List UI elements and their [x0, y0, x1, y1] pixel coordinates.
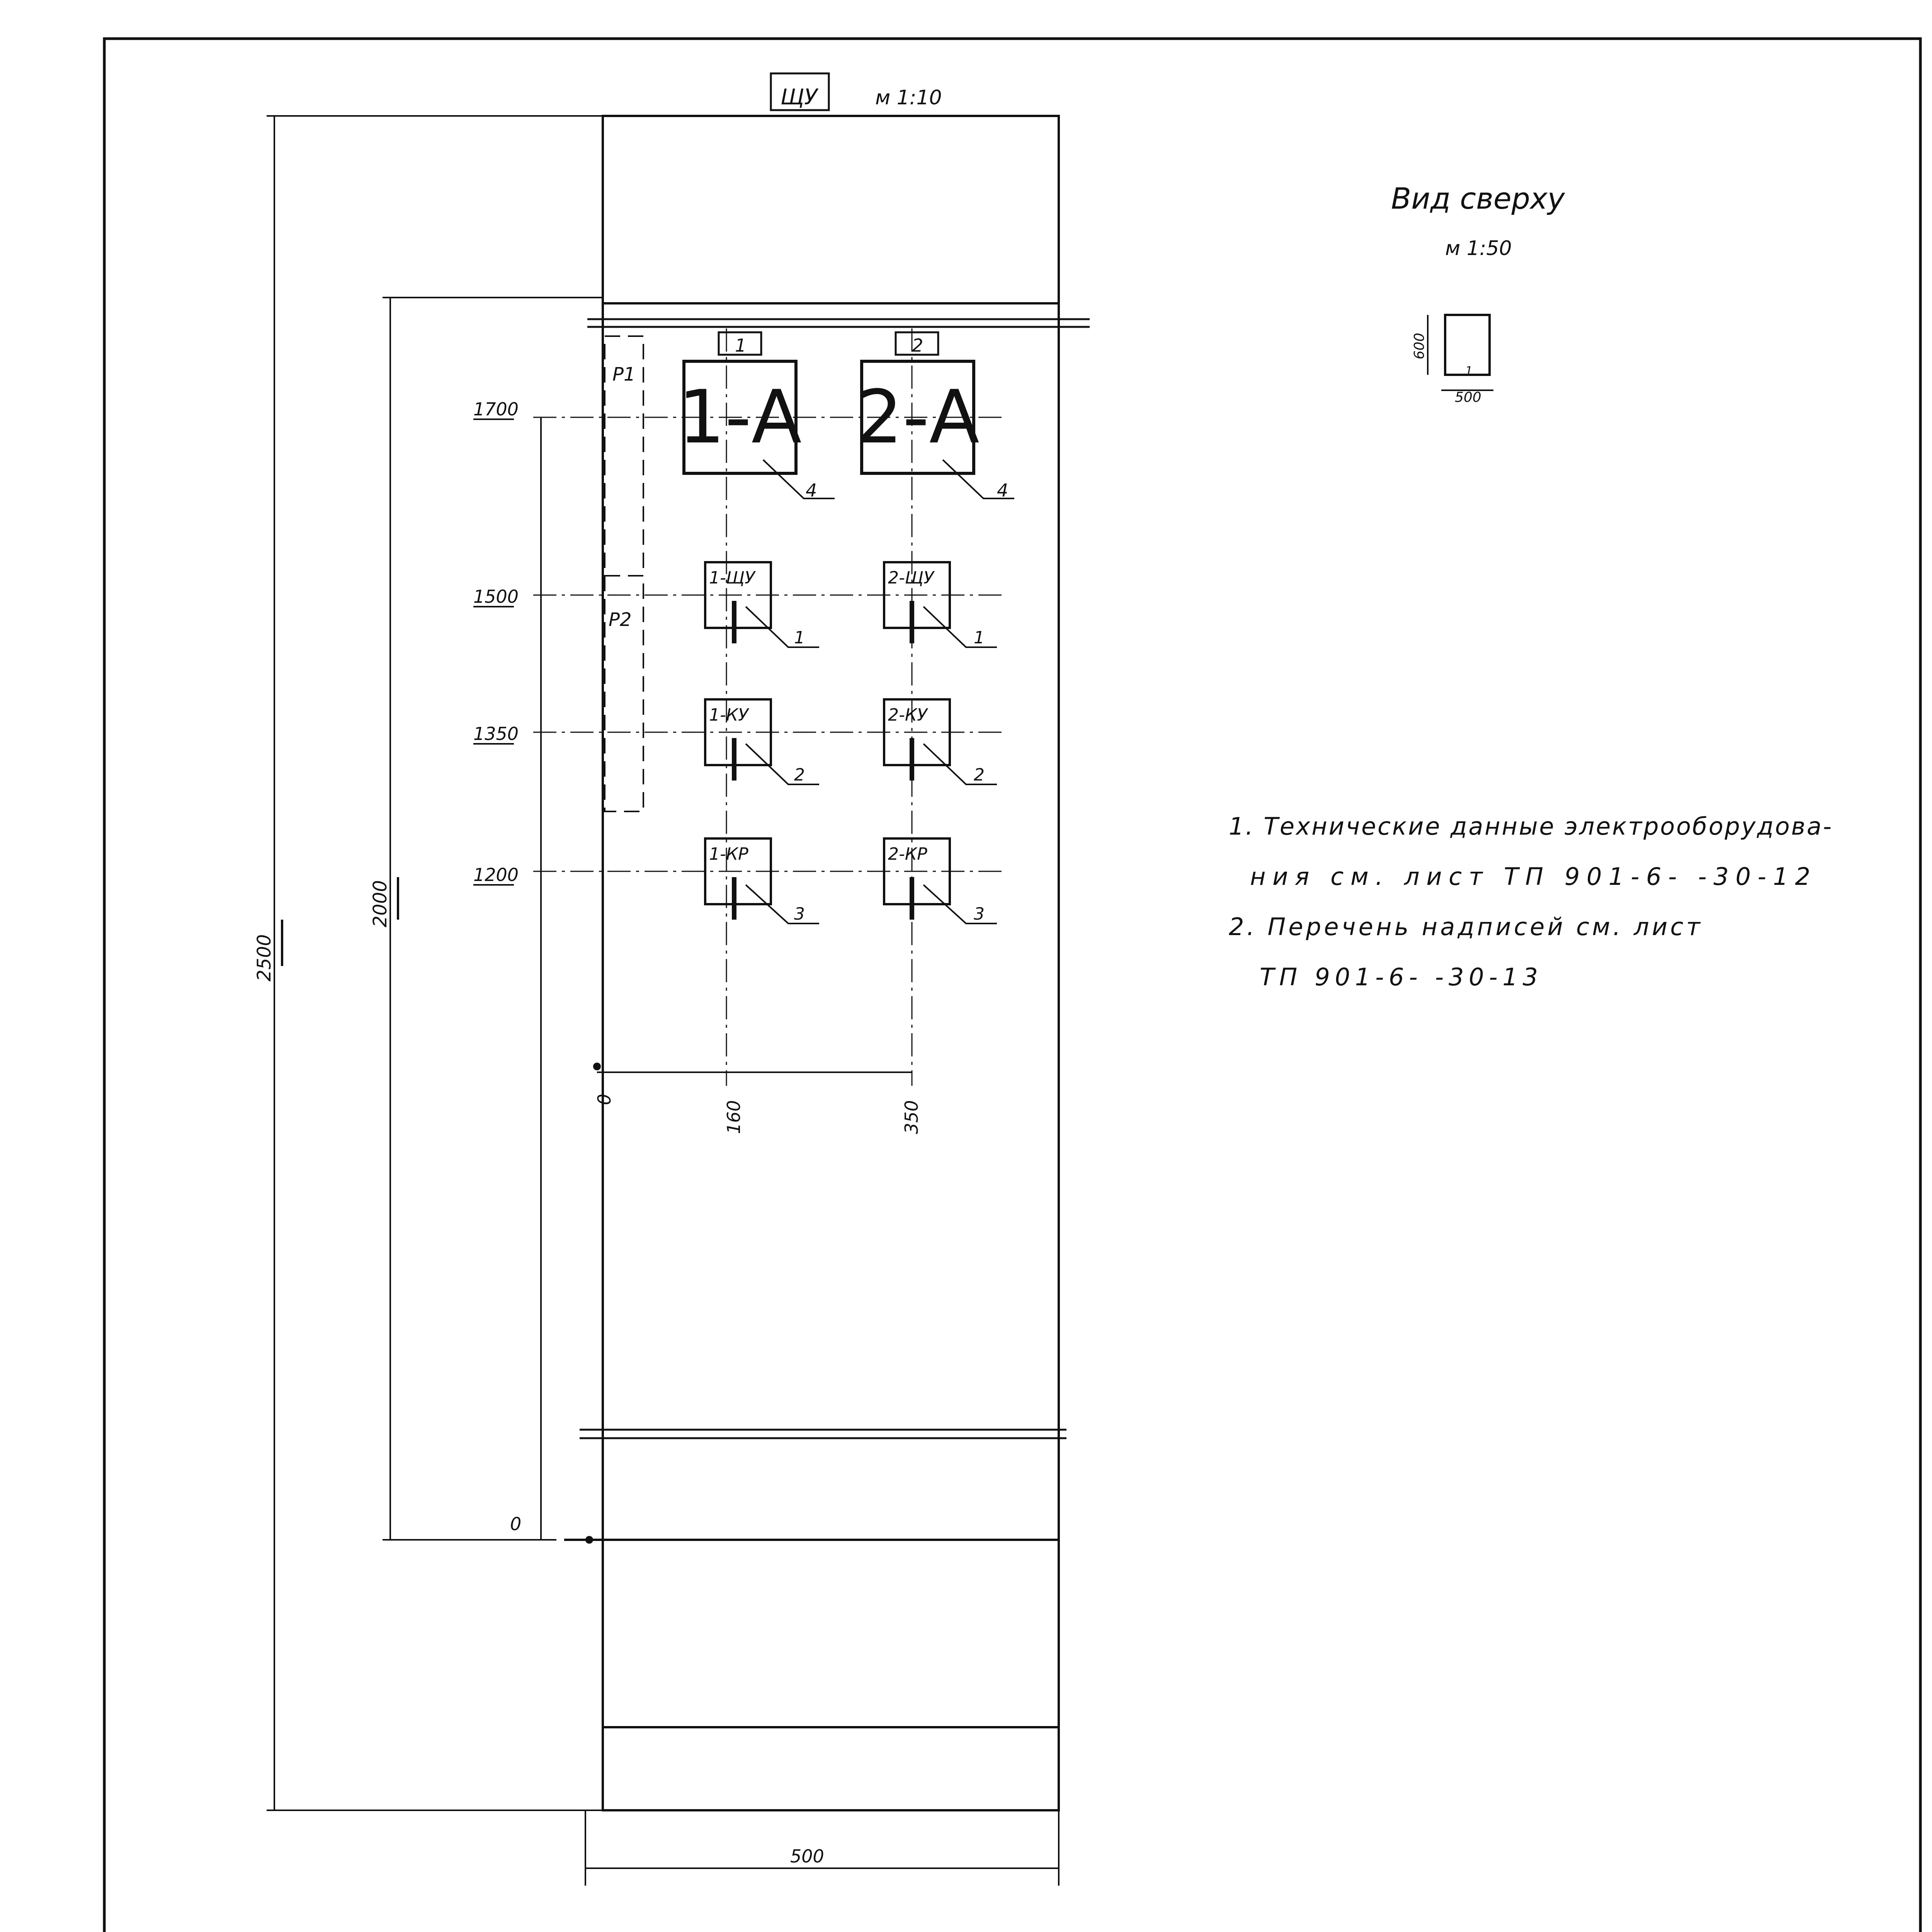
big-label-2: 2-А [856, 374, 980, 460]
dim-overall-label: 2500 [253, 934, 275, 981]
zero-label-top: 0 [594, 1094, 615, 1105]
device-row-2 [705, 699, 997, 785]
offset-label-160: 160 [723, 1100, 744, 1134]
section-tag-1: 1 [735, 335, 747, 356]
top-view-title: Вид сверху [1391, 181, 1565, 216]
device-row-1 [705, 562, 997, 648]
section-tag-2: 2 [912, 335, 923, 356]
top-view-depth: 600 [1412, 333, 1427, 359]
note-1-line-1: 1. Технические данные электрооборудова- [1229, 812, 1832, 840]
top-view [1391, 181, 1565, 405]
note-2-line-2: ТП 901-6- -30-13 [1260, 963, 1538, 991]
panel-front-view [253, 73, 1090, 1886]
note-2-line-1: 2. Перечень надписей см. лист [1229, 913, 1700, 941]
leader-big-1 [763, 460, 835, 498]
rail-label-p2: Р2 [609, 609, 632, 631]
device-2-ku: 2-КУ [888, 705, 927, 725]
panel-header-tag: ЩУ [781, 85, 818, 110]
notes [1229, 812, 1832, 991]
device-1-shu: 1-ЩУ [709, 568, 755, 588]
offset-label-350: 350 [901, 1100, 922, 1134]
device-2-kr: 2-КР [888, 844, 927, 864]
top-view-width: 500 [1455, 389, 1481, 405]
big-label-1: 1-А [678, 374, 802, 460]
callout-big-1: 4 [806, 480, 817, 501]
callout-row3-2: 3 [974, 904, 985, 924]
rail-label-p1: Р1 [612, 364, 636, 385]
top-view-scale: м 1:50 [1445, 237, 1512, 260]
callout-row1-2: 1 [974, 628, 985, 648]
dim-width-label: 500 [790, 1846, 824, 1867]
height-label-1500: 1500 [473, 586, 519, 607]
device-row-3 [705, 838, 997, 924]
outer-frame [104, 39, 1920, 1932]
callout-row2-1: 2 [794, 765, 805, 785]
height-label-1200: 1200 [473, 864, 519, 885]
device-1-ku: 1-КУ [709, 705, 748, 725]
panel-header-scale: м 1:10 [875, 86, 942, 109]
callout-row1-1: 1 [794, 628, 805, 648]
callout-big-2: 4 [997, 480, 1009, 501]
zero-marker-bottom [585, 1536, 593, 1544]
height-label-1700: 1700 [473, 399, 519, 420]
note-1-line-2: ния см. лист ТП 901-6- -30-12 [1250, 862, 1810, 891]
callout-row3-1: 3 [794, 904, 805, 924]
device-1-kr: 1-КР [709, 844, 748, 864]
height-label-1350: 1350 [473, 723, 519, 744]
device-2-shu: 2-ЩУ [888, 568, 934, 588]
zero-label-bottom: 0 [510, 1514, 522, 1534]
zero-marker-top [593, 1063, 601, 1070]
dim-inner-label: 2000 [369, 880, 391, 927]
panel-outline [603, 116, 1059, 1810]
callout-row2-2: 2 [974, 765, 985, 785]
top-view-mark: 1 [1465, 364, 1473, 378]
